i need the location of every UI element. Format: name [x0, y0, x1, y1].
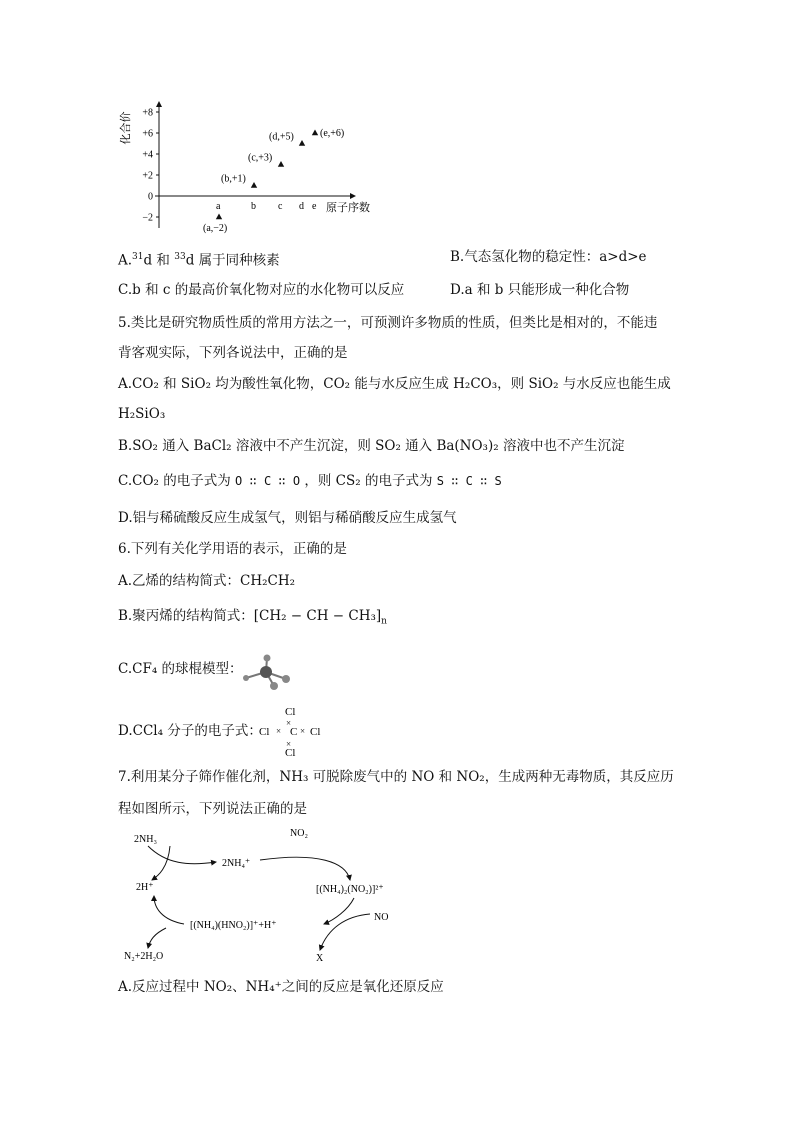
valence-chart: [115, 98, 375, 238]
x-tick-label: c: [278, 201, 283, 212]
ccl4-electron-formula: [256, 704, 326, 760]
label-2h: 2H⁺: [136, 882, 154, 893]
q5-stem-2: 背客观实际，下列各说法中，正确的是: [118, 345, 348, 361]
svg-text:×: ×: [300, 726, 306, 736]
q5-stem-1: 5.类比是研究物质性质的常用方法之一，可预测许多物质的性质，但类比是相对的，不能违: [118, 315, 658, 331]
data-point-label: (c,+3): [248, 152, 273, 164]
svg-text:Cl: Cl: [310, 726, 321, 738]
label-complex: [(NH₄)₂(NO₂)]²⁺: [316, 884, 384, 895]
label-mid: [(NH₄)(HNO₂)]⁺+H⁺: [190, 920, 277, 931]
svg-text:Cl: Cl: [285, 706, 296, 718]
cs2-electron-formula: S ∷ C ∷ S: [436, 474, 502, 488]
x-tick-label: d: [299, 201, 304, 212]
label-no: NO: [374, 912, 389, 923]
q5-option-a-2: H₂SiO₃: [118, 406, 166, 422]
polypropylene-formula: [CH₂ − CH − CH₃]: [253, 608, 382, 624]
data-point-label: (e,+6): [320, 128, 345, 139]
data-point: [312, 130, 318, 136]
q4-option-a: A.$^{31}$d 和 $^{33}$d 属于同种核素: [118, 252, 280, 269]
data-point-label: (b,+1): [221, 173, 246, 185]
label-n2-h2o: N₂+2H₂O: [124, 951, 164, 962]
data-point: [216, 214, 222, 220]
q6-option-c: C.CF₄ 的球棍模型：: [118, 661, 243, 677]
q6-stem: 6.下列有关化学用语的表示，正确的是: [118, 541, 347, 557]
data-point-label: (a,−2): [203, 223, 228, 234]
q4-option-d: D.a 和 b 只能形成一种化合物: [450, 282, 630, 298]
x-axis-label: 原子序数: [326, 202, 370, 214]
x-tick-label: b: [251, 201, 256, 212]
y-tick-label: −2: [142, 212, 153, 224]
svg-text:C: C: [290, 726, 298, 738]
data-point: [251, 182, 257, 188]
y-tick-label: 0: [148, 191, 153, 203]
x-tick-label: e: [312, 201, 317, 212]
cf4-ball-stick-model: [238, 652, 298, 700]
q7-stem-2: 程如图所示，下列说法正确的是: [118, 801, 307, 817]
q4-option-b: B.气态氢化物的稳定性：a>d>e: [450, 249, 647, 265]
svg-text:Cl: Cl: [259, 726, 270, 738]
q6-option-d: D.CCl₄ 分子的电子式：: [118, 723, 262, 739]
data-point: [278, 161, 284, 167]
data-point: [299, 140, 305, 146]
label-x: X: [316, 953, 324, 964]
data-point-label: (d,+5): [269, 131, 294, 143]
y-tick-label: +8: [142, 107, 153, 119]
q5-option-c: C.CO₂ 的电子式为 O ∷ C ∷ O ，则 CS₂ 的电子式为 S ∷ C ∷ S: [118, 473, 502, 489]
q6-option-b: B.聚丙烯的结构简式：[CH₂ − CH − $CH_3]_n$: [118, 608, 387, 627]
svg-text:×: ×: [286, 718, 292, 728]
co2-electron-formula: O ∷ C ∷ O: [235, 474, 301, 488]
q5-option-b: B.SO₂ 通入 BaCl₂ 溶液中不产生沉淀，则 SO₂ 通入 Ba(NO₃)₂ 溶液中也不产生沉淀: [118, 438, 625, 454]
svg-text:Cl: Cl: [285, 747, 296, 759]
y-axis-label: 化合价: [120, 111, 132, 145]
y-tick-label: +4: [142, 149, 153, 161]
svg-text:×: ×: [276, 726, 282, 736]
q5-option-d: D.铝与稀硫酸反应生成氢气，则铝与稀硝酸反应生成氢气: [118, 510, 457, 526]
label-no2: NO₂: [290, 828, 308, 839]
x-tick-label: a: [216, 201, 221, 212]
q5-option-a-1: A.CO₂ 和 SiO₂ 均为酸性氧化物，CO₂ 能与水反应生成 H₂CO₃，则 SiO₂ 与水反应也能生成: [118, 376, 671, 392]
y-tick-label: +2: [142, 170, 153, 182]
label-2nh3: 2NH₃: [134, 834, 157, 845]
q7-option-a: A.反应过程中 NO₂、NH₄⁺之间的反应是氧化还原反应: [118, 979, 444, 995]
y-tick-label: +6: [142, 128, 153, 140]
q4-option-c: C.b 和 c 的最高价氧化物对应的水化物可以反应: [118, 282, 405, 298]
svg-text:×: ×: [286, 739, 292, 749]
label-2nh4: 2NH₄⁺: [222, 858, 251, 869]
q6-option-a: A.乙烯的结构简式：CH₂CH₂: [118, 573, 296, 589]
q7-stem-1: 7.利用某分子筛作催化剂，NH₃ 可脱除废气中的 NO 和 NO₂，生成两种无毒物质，其反应历: [118, 769, 674, 785]
reaction-mechanism-diagram: [118, 824, 408, 969]
